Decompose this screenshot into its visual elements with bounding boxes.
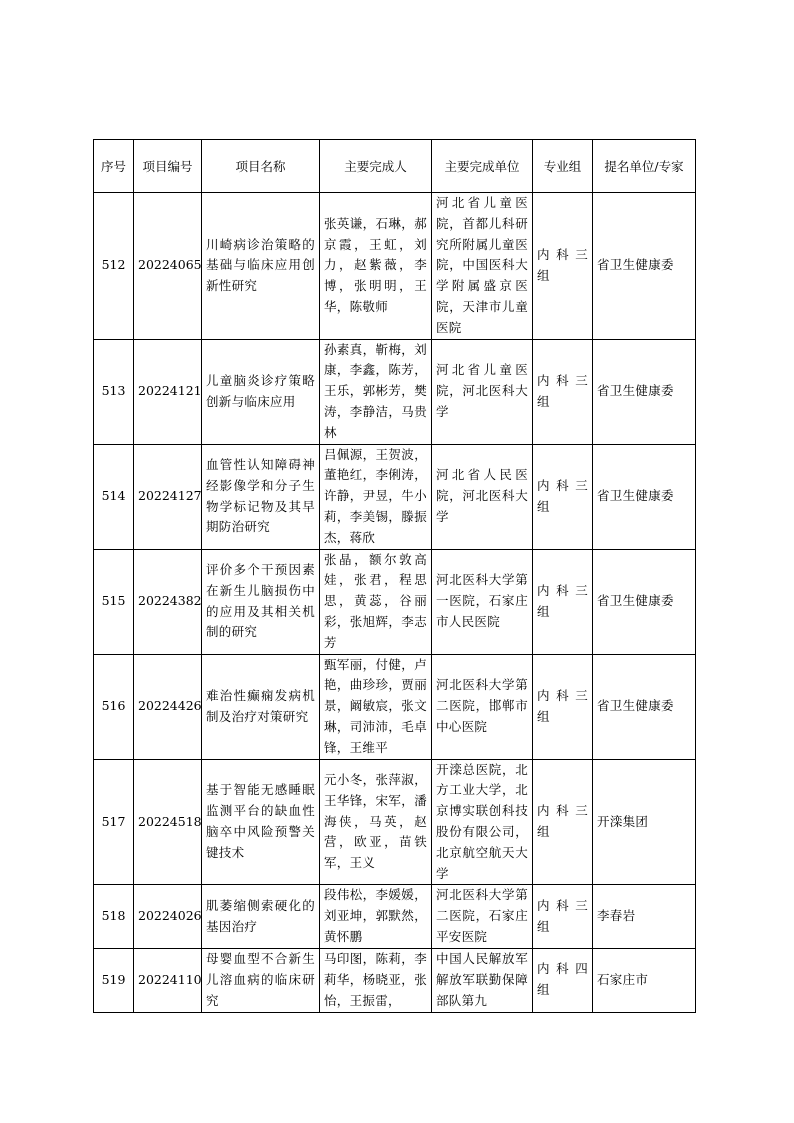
cell-code: 20224518	[134, 759, 202, 885]
cell-no: 517	[94, 759, 134, 885]
cell-code: 20224121	[134, 339, 202, 444]
header-name: 项目名称	[202, 140, 320, 193]
cell-name: 评价多个干预因素在新生儿脑损伤中的应用及其相关机制的研究	[202, 549, 320, 654]
cell-code: 20224382	[134, 549, 202, 654]
cell-group: 内科三组	[533, 759, 593, 885]
cell-group: 内科三组	[533, 339, 593, 444]
cell-name: 儿童脑炎诊疗策略创新与临床应用	[202, 339, 320, 444]
cell-code: 20224026	[134, 885, 202, 948]
header-group: 专业组	[533, 140, 593, 193]
table-header-row	[94, 140, 696, 193]
cell-units: 中国人民解放军解放军联勤保障部队第九	[436, 951, 528, 1008]
header-units: 主要完成单位	[432, 140, 533, 193]
table-row	[94, 549, 696, 654]
table-row	[94, 444, 696, 549]
cell-no: 515	[94, 549, 134, 654]
cell-nominator: 石家庄市	[593, 948, 696, 1012]
cell-no: 513	[94, 339, 134, 444]
cell-nominator: 开滦集团	[593, 759, 696, 885]
cell-name: 难治性癫痫发病机制及治疗对策研究	[202, 654, 320, 759]
table-row	[94, 339, 696, 444]
cell-nominator: 省卫生健康委	[593, 549, 696, 654]
cell-units: 河北医科大学第二医院，石家庄平安医院	[432, 885, 533, 948]
cell-nominator: 省卫生健康委	[593, 193, 696, 340]
cell-name: 血管性认知障碍神经影像学和分子生物学标记物及其早期防治研究	[202, 444, 320, 549]
header-persons: 主要完成人	[320, 140, 432, 193]
cell-code: 20224110	[134, 948, 202, 1012]
cell-group: 内科三组	[533, 885, 593, 948]
table-row	[94, 759, 696, 885]
cell-no: 514	[94, 444, 134, 549]
cell-name: 基于智能无感睡眠监测平台的缺血性脑卒中风险预警关键技术	[202, 759, 320, 885]
cell-units: 河北医科大学第一医院，石家庄市人民医院	[432, 549, 533, 654]
header-no: 序号	[94, 140, 134, 193]
table-row	[94, 948, 696, 1012]
cell-name: 母婴血型不合新生儿溶血病的临床研究	[206, 951, 315, 1008]
cell-group: 内科三组	[533, 193, 593, 340]
cell-persons: 元小冬，张萍淑，王华锋，宋军，潘海侠，马英，赵营，欧亚，苗铁军，王义	[320, 759, 432, 885]
cell-persons: 段伟松，李媛媛，刘亚坤，郭默然，黄怀鹏	[320, 885, 432, 948]
cell-group: 内科三组	[533, 549, 593, 654]
cell-group: 内科三组	[533, 444, 593, 549]
cell-code: 20224127	[134, 444, 202, 549]
cell-name: 川崎病诊治策略的基础与临床应用创新性研究	[202, 193, 320, 340]
cell-nominator: 省卫生健康委	[593, 444, 696, 549]
header-nominator: 提名单位/专家	[593, 140, 696, 193]
cell-no: 519	[94, 948, 134, 1012]
cell-group: 内科四组	[533, 948, 593, 1012]
table-row	[94, 654, 696, 759]
cell-units: 河北省人民医院，河北医科大学	[432, 444, 533, 549]
header-code: 项目编号	[134, 140, 202, 193]
projects-table	[93, 139, 696, 1013]
cell-group: 内科三组	[533, 654, 593, 759]
cell-units: 河北省儿童医院，首都儿科研究所附属儿童医院，中国医科大学附属盛京医院，天津市儿童医院	[432, 193, 533, 340]
cell-persons: 张晶，额尔敦高娃，张君，程思思，黄蕊，谷丽彩，张旭辉，李志芳	[320, 549, 432, 654]
cell-nominator: 李春岩	[593, 885, 696, 948]
cell-persons: 甄军丽，付健，卢艳，曲珍珍，贾丽景，阚敏宸，张文琳，司沛沛，毛卓锋，王维平	[320, 654, 432, 759]
cell-units: 开滦总医院，北方工业大学，北京博实联创科技股份有限公司，北京航空航天大学	[432, 759, 533, 885]
cell-persons: 马印图，陈莉，李莉华，杨晓亚，张怡，王振雷，	[324, 951, 427, 1008]
cell-units: 河北医科大学第二医院，邯郸市中心医院	[432, 654, 533, 759]
cell-persons: 孙素真，靳梅，刘康，李鑫，陈芳，王乐，郭彬芳，樊涛，李静洁，马贵林	[320, 339, 432, 444]
cell-nominator: 省卫生健康委	[593, 654, 696, 759]
cell-no: 516	[94, 654, 134, 759]
cell-name: 肌萎缩侧索硬化的基因治疗	[202, 885, 320, 948]
cell-no: 512	[94, 193, 134, 340]
cell-persons: 张英谦，石琳，郝京霞，王虹，刘力，赵紫薇，李博，张明明，王华，陈敬师	[320, 193, 432, 340]
cell-code: 20224426	[134, 654, 202, 759]
table-row	[94, 885, 696, 948]
cell-units: 河北省儿童医院，河北医科大学	[432, 339, 533, 444]
cell-code: 20224065	[134, 193, 202, 340]
cell-nominator: 省卫生健康委	[593, 339, 696, 444]
table-row	[94, 193, 696, 340]
cell-persons: 吕佩源，王贺波，董艳红，李俐涛，许静，尹昱，牛小莉，李美锡，滕振杰，蒋欣	[320, 444, 432, 549]
cell-no: 518	[94, 885, 134, 948]
